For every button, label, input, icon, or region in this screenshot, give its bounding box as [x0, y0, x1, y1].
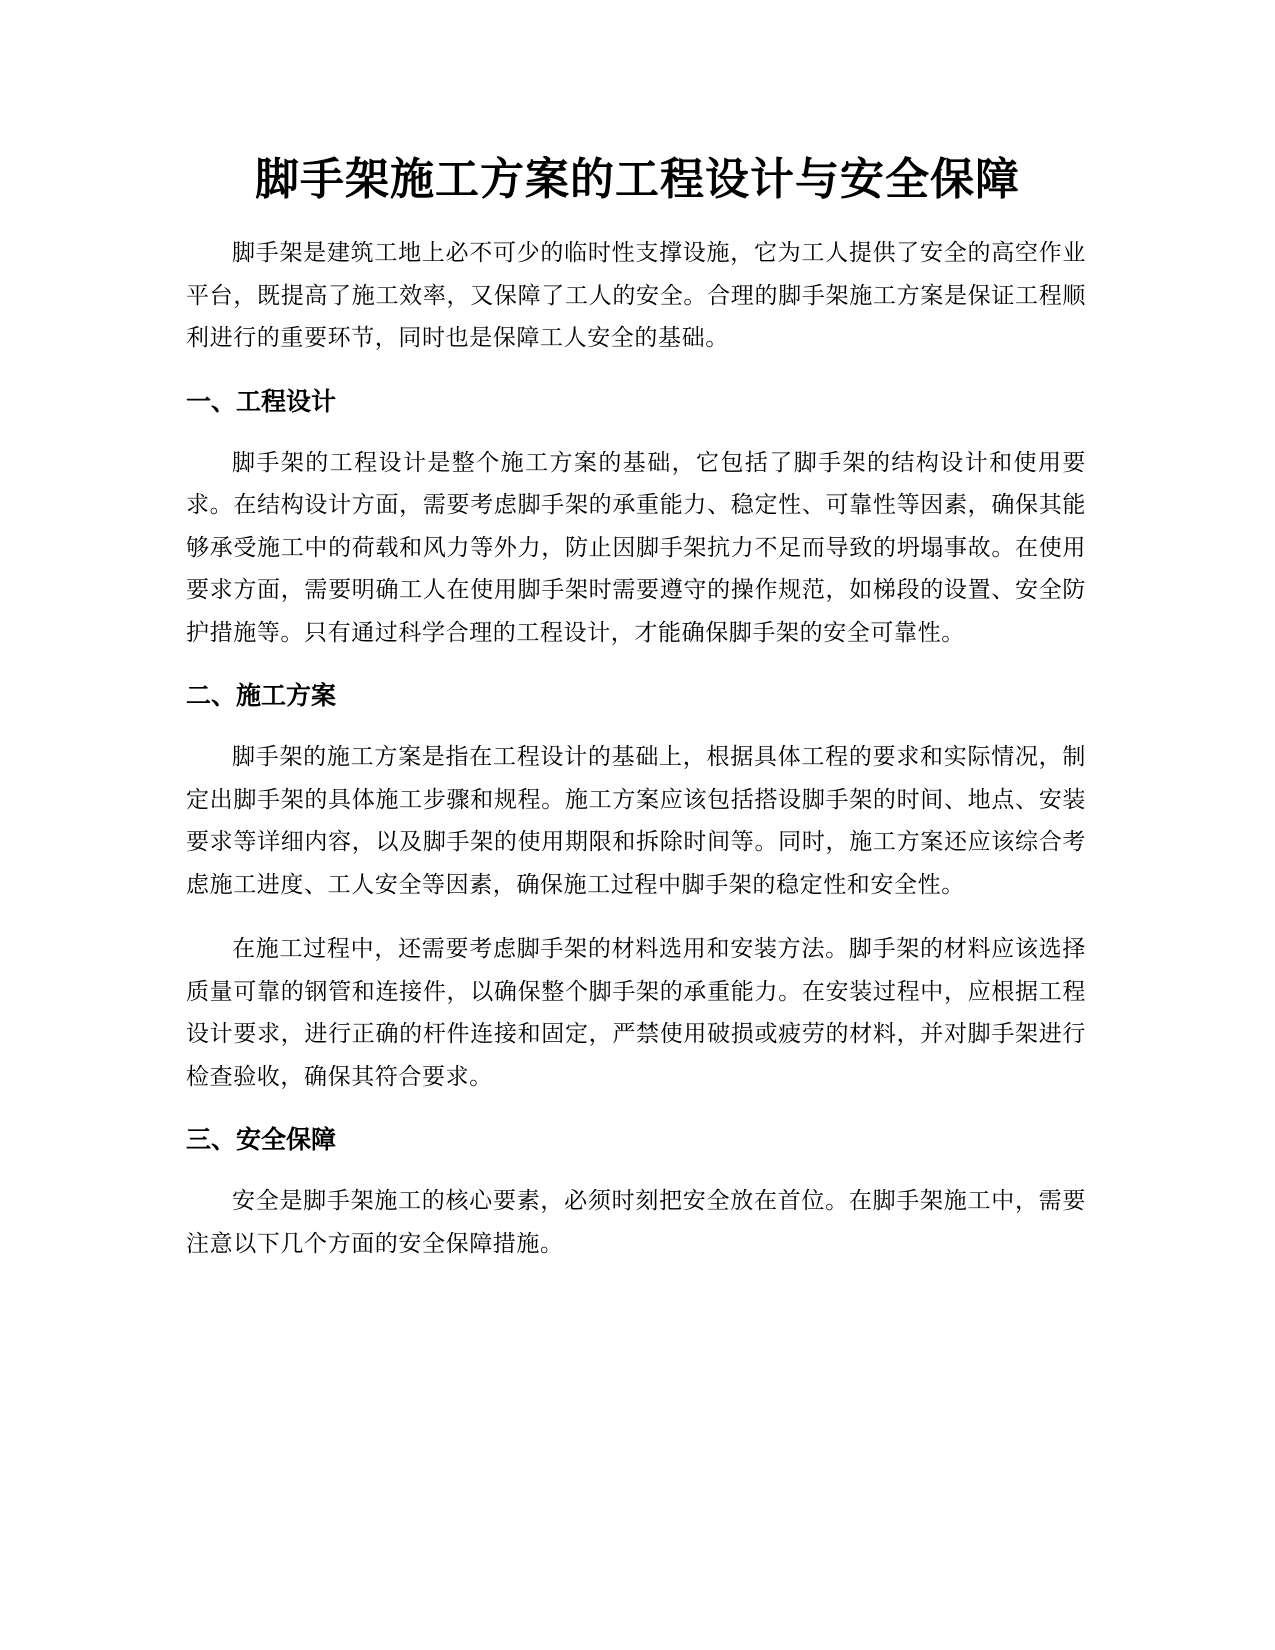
section-engineering-design	[186, 382, 1086, 655]
intro-paragraph: 脚手架是建筑工地上必不可少的临时性支撑设施，它为工人提供了安全的高空作业平台，既提高了施工效率，又保障了工人的安全。合理的脚手架施工方案是保证工程顺利进行的重要环节，同时也是保障工人安全的基础。	[186, 240, 1086, 351]
section-paragraph: 在施工过程中，还需要考虑脚手架的材料选用和安装方法。脚手架的材料应该选择质量可靠的钢管和连接件，以确保整个脚手架的承重能力。在安装过程中，应根据工程设计要求，进行正确的杆件连接和固定，严禁使用破损或疲劳的材料，并对脚手架进行检查验收，确保其符合要求。	[186, 936, 1086, 1090]
section-paragraph: 安全是脚手架施工的核心要素，必须时刻把安全放在首位。在脚手架施工中，需要注意以下几个方面的安全保障措施。	[186, 1188, 1086, 1257]
section-heading: 三、安全保障	[186, 1125, 337, 1154]
document-body	[186, 232, 1086, 1287]
section-safety-assurance	[186, 1120, 1086, 1265]
section-construction-plan	[186, 676, 1086, 1098]
section-paragraph: 脚手架的施工方案是指在工程设计的基础上，根据具体工程的要求和实际情况，制定出脚手架的具体施工步骤和规程。施工方案应该包括搭设脚手架的时间、地点、安装要求等详细内容，以及脚手架的使用期限和拆除时间等。同时，施工方案还应该综合考虑施工进度、工人安全等因素，确保施工过程中脚手架的稳定性和安全性。	[186, 744, 1086, 898]
section-heading: 一、工程设计	[186, 386, 337, 416]
page-title: 脚手架施工方案的工程设计与安全保障	[255, 154, 1020, 205]
section-paragraph: 脚手架的工程设计是整个施工方案的基础，它包括了脚手架的结构设计和使用要求。在结构设计方面，需要考虑脚手架的承重能力、稳定性、可靠性等因素，确保其能够承受施工中的荷载和风力等外力，防止因脚手架抗力不足而导致的坍塌事故。在使用要求方面，需要明确工人在使用脚手架时需要遵守的操作规范，如梯段的设置、安全防护措施等。只有通过科学合理的工程设计，才能确保脚手架的安全可靠性。	[186, 449, 1086, 646]
section-heading: 二、施工方案	[186, 681, 337, 710]
